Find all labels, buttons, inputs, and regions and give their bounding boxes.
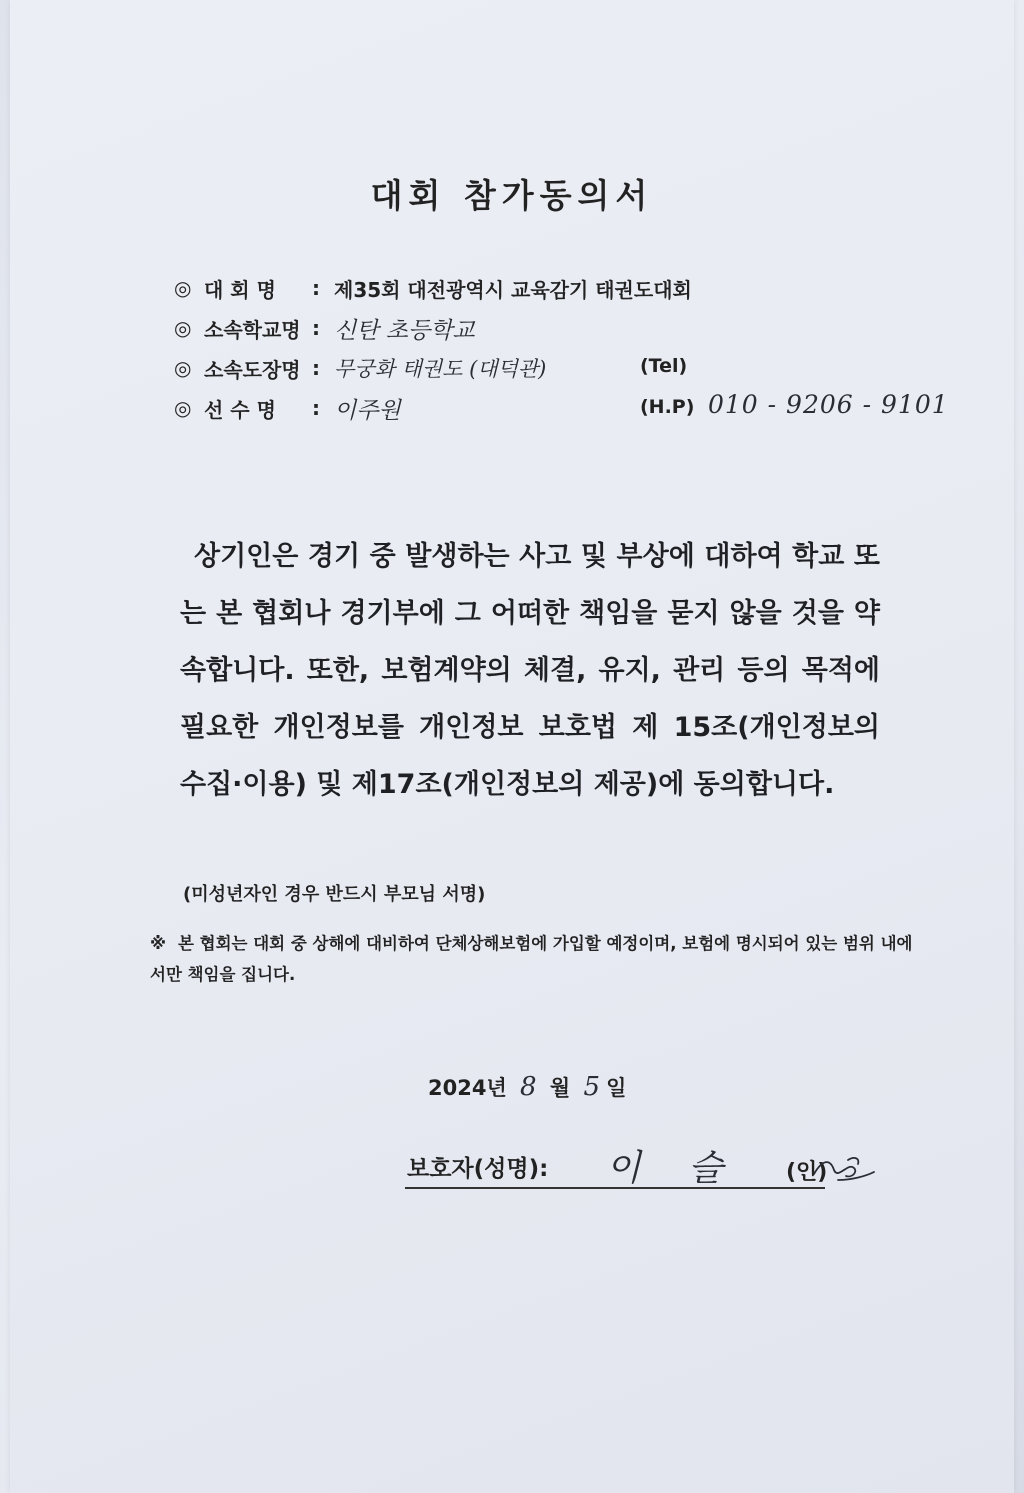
bullet-mark: ◎ <box>174 316 192 340</box>
document-title: 대회 참가동의서 <box>370 176 654 215</box>
signing-date <box>428 1072 626 1102</box>
bullet-mark: ◎ <box>174 276 192 300</box>
hp-value: 010 - 9206 - 9101 <box>708 390 949 419</box>
reference-mark: ※ <box>150 934 167 953</box>
player-row: ◎ 선 수 명 : 이주원 <box>174 391 401 425</box>
tel-label: (Tel) <box>640 355 688 377</box>
signature-underline <box>405 1187 825 1189</box>
school-label: 소속학교명 <box>204 317 301 342</box>
guardian-name: 이 슬 <box>606 1148 741 1189</box>
player-label: 선 수 명 <box>204 397 276 422</box>
dojang-row: ◎ 소속도장명 : 무궁화 태권도 (대덕관) <box>174 351 546 385</box>
competition-value: 제35회 대전광역시 교육감기 태권도대회 <box>334 277 692 302</box>
dojang-label: 소속도장명 <box>204 357 301 382</box>
date-month-unit: 월 <box>549 1076 571 1100</box>
hp-label: (H.P) <box>640 396 695 418</box>
school-row: ◎ 소속학교명 : 신탄 초등학교 <box>174 311 475 345</box>
consent-paragraph: 상기인은 경기 중 발생하는 사고 및 부상에 대하여 학교 또는 본 협회나 경기부에 그 어떠한 책임을 묻지 않을 것을 약속합니다. 또한, 보험계약의 체결, 유지, 관리 등의 목적에 필요한 개인정보를 개인정보 보호법 제 15조(개인정보의 수집·이용) 및 제17조(개인정보의 제공)에 동의합니다. <box>180 541 880 800</box>
minor-signature-note: (미성년자인 경우 반드시 부모님 서명) <box>183 884 486 905</box>
date-year: 2024년 <box>428 1076 507 1100</box>
date-day-unit: 일 <box>606 1076 627 1100</box>
insurance-note <box>150 928 920 990</box>
school-value: 신탄 초등학교 <box>334 317 475 344</box>
competition-label: 대 회 명 <box>204 277 276 302</box>
bullet-mark: ◎ <box>174 356 192 380</box>
seal-mark: (인) <box>786 1160 828 1185</box>
guardian-label: 보호자(성명): <box>407 1156 549 1182</box>
date-month-value: 8 <box>520 1072 537 1102</box>
player-value: 이주원 <box>334 397 401 424</box>
dojang-value: 무궁화 태권도 (대덕관) <box>334 357 547 381</box>
bullet-mark: ◎ <box>174 396 192 420</box>
insurance-note-text: 본 협회는 대회 중 상해에 대비하여 단체상해보험에 가입할 예정이며, 보험에 명시되어 있는 범위 내에서만 책임을 집니다. <box>150 934 913 984</box>
competition-row: ◎ 대 회 명 : 제35회 대전광역시 교육감기 태권도대회 <box>174 271 692 305</box>
handwritten-signature <box>808 1150 878 1190</box>
date-day-value: 5 <box>583 1072 601 1102</box>
